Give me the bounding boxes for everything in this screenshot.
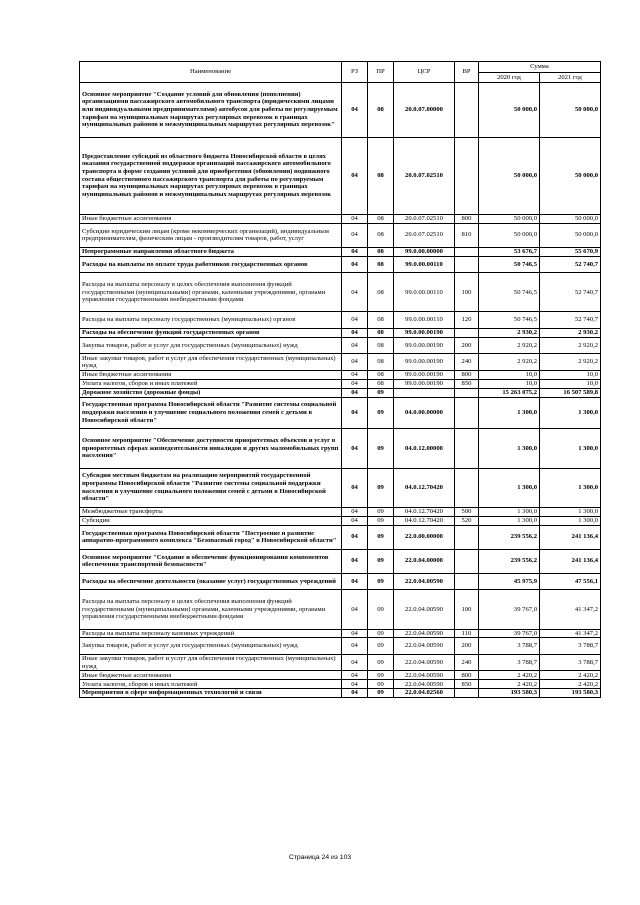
cell-sum-2021: 41 347,2 [540,629,601,638]
table-row [80,256,601,273]
cell-vr [455,256,479,273]
header-csr: ЦСР [394,62,455,83]
cell-rz: 04 [342,273,368,312]
cell-pr: 08 [368,214,394,223]
table-row [80,654,601,671]
cell-name: Субсидии юридическим лицам (кроме некоммерческих организаций), индивидуальным предпринимателям, физическим лицам - производителям товаров, работ, услуг [80,223,342,247]
cell-vr: 800 [455,370,479,379]
cell-name: Уплата налогов, сборов и иных платежей [80,379,342,388]
cell-name: Дорожное хозяйство (дорожные фонды) [80,388,342,397]
cell-sum-2021: 41 347,2 [540,590,601,629]
cell-sum-2021: 1 300,0 [540,429,601,468]
cell-pr: 08 [368,337,394,354]
cell-name: Расходы на выплаты по оплате труда работников государственных органов [80,256,342,273]
table-row [80,328,601,337]
cell-csr: 99.0.00.00190 [394,370,455,379]
cell-pr: 08 [368,328,394,337]
cell-sum-2020: 2 420,2 [479,671,540,680]
cell-sum-2020: 239 556,2 [479,549,540,573]
cell-rz: 04 [342,638,368,655]
table-header [80,62,601,83]
cell-sum-2021: 47 556,1 [540,573,601,590]
cell-vr [455,388,479,397]
cell-csr: 20.0.07.02510 [394,223,455,247]
cell-csr: 99.0.00.00110 [394,312,455,329]
table-row [80,247,601,256]
cell-sum-2020: 2 920,2 [479,354,540,371]
cell-name: Иные бюджетные ассигнования [80,214,342,223]
header-sum: Сумма [479,62,601,73]
table-body [80,83,601,698]
cell-csr: 04.0.00.00000 [394,397,455,429]
cell-sum-2021: 50 000,0 [540,137,601,214]
cell-pr: 09 [368,525,394,549]
cell-csr: 99.0.00.00190 [394,354,455,371]
cell-vr: 520 [455,516,479,525]
cell-csr: 22.0.04.00590 [394,638,455,655]
table-row [80,689,601,698]
cell-csr: 99.0.00.00000 [394,247,455,256]
cell-name: Основное мероприятие "Создание и обеспечение функционирования компонентов обеспечения транспортной безопасности" [80,549,342,573]
cell-vr: 240 [455,354,479,371]
cell-sum-2020: 50 000,0 [479,83,540,138]
cell-sum-2021: 55 670,9 [540,247,601,256]
cell-sum-2021: 52 740,7 [540,312,601,329]
cell-sum-2021: 3 788,7 [540,654,601,671]
cell-pr: 08 [368,273,394,312]
cell-sum-2021: 1 300,0 [540,397,601,429]
cell-sum-2020: 3 788,7 [479,654,540,671]
cell-sum-2020: 50 746,5 [479,256,540,273]
table-row [80,549,601,573]
cell-pr: 09 [368,590,394,629]
table-row [80,370,601,379]
cell-sum-2020: 1 300,0 [479,397,540,429]
cell-csr: 04.0.12.00000 [394,429,455,468]
table-row [80,671,601,680]
cell-vr: 850 [455,379,479,388]
table-row [80,629,601,638]
cell-vr [455,573,479,590]
cell-sum-2021: 52 740,7 [540,273,601,312]
cell-vr: 200 [455,638,479,655]
cell-name: Иные бюджетные ассигнования [80,671,342,680]
cell-vr: 800 [455,671,479,680]
cell-sum-2021: 52 740,7 [540,256,601,273]
table-row [80,214,601,223]
page-footer: Страница 24 из 103 [288,854,352,861]
cell-vr [455,397,479,429]
cell-rz: 04 [342,516,368,525]
cell-pr: 08 [368,223,394,247]
cell-vr [455,549,479,573]
cell-name: Расходы на обеспечение функций государственных органов [80,328,342,337]
cell-pr: 08 [368,312,394,329]
cell-rz: 04 [342,247,368,256]
cell-pr: 09 [368,516,394,525]
cell-sum-2020: 50 746,5 [479,273,540,312]
cell-rz: 04 [342,689,368,698]
header-year-2021: 2021 год [540,73,601,83]
cell-rz: 04 [342,137,368,214]
cell-vr: 240 [455,654,479,671]
cell-pr: 09 [368,429,394,468]
cell-pr: 08 [368,379,394,388]
cell-name: Расходы на выплаты персоналу в целях обеспечения выполнения функций государственными (муниципальными) органами, казенными учреждениями, органами управления государственными внебюджетными фондами [80,273,342,312]
cell-vr: 810 [455,223,479,247]
cell-vr: 120 [455,312,479,329]
cell-csr: 22.0.04.00590 [394,654,455,671]
cell-vr: 850 [455,680,479,689]
cell-csr: 22.0.04.00590 [394,671,455,680]
cell-rz: 04 [342,525,368,549]
cell-rz: 04 [342,671,368,680]
cell-pr: 09 [368,680,394,689]
cell-vr [455,137,479,214]
cell-name: Закупка товаров, работ и услуг для государственных (муниципальных) нужд [80,638,342,655]
cell-name: Предоставление субсидий из областного бюджета Новосибирской области в целях оказания государственной поддержки организаций пассажирского автомобильного транспорта в форме создания условий для приобретения (обновления) подвижного состава общественного пассажирского транспорта для работы по регулируемым тарифам на муниципальных маршрутах регулярных перевозок в границах муниципальных районов и межмуниципальных маршрутах регулярных перевозок [80,137,342,214]
cell-vr [455,328,479,337]
table-row [80,388,601,397]
cell-rz: 04 [342,429,368,468]
cell-vr [455,468,479,507]
cell-name: Государственная программа Новосибирской области "Развитие системы социальной поддержки населения и улучшение социального положения семей с детьми в Новосибирской области" [80,397,342,429]
table-row [80,507,601,516]
cell-rz: 04 [342,397,368,429]
cell-pr: 08 [368,137,394,214]
cell-pr: 09 [368,507,394,516]
cell-rz: 04 [342,507,368,516]
cell-csr: 22.0.00.00000 [394,525,455,549]
cell-name: Межбюджетные трансферты [80,507,342,516]
cell-name: Уплата налогов, сборов и иных платежей [80,680,342,689]
cell-rz: 04 [342,312,368,329]
cell-sum-2020: 239 556,2 [479,525,540,549]
cell-sum-2021: 50 000,0 [540,214,601,223]
cell-pr: 08 [368,370,394,379]
cell-name: Непрограммные направления областного бюджета [80,247,342,256]
cell-sum-2020: 50 000,0 [479,137,540,214]
table-row [80,573,601,590]
cell-rz: 04 [342,214,368,223]
cell-name: Основное мероприятие "Обеспечение доступности приоритетных объектов и услуг в приоритетных сферах жизнедеятельности инвалидов и других маломобильных групп населения" [80,429,342,468]
cell-csr: 04.0.12.70420 [394,507,455,516]
cell-pr: 08 [368,256,394,273]
table-row [80,354,601,371]
cell-csr: 04.0.12.70420 [394,468,455,507]
header-year-2020: 2020 год [479,73,540,83]
cell-vr [455,429,479,468]
cell-csr: 99.0.00.00190 [394,337,455,354]
cell-sum-2021: 16 507 589,8 [540,388,601,397]
cell-sum-2021: 1 300,0 [540,507,601,516]
cell-csr: 99.0.00.00110 [394,273,455,312]
cell-csr: 22.0.04.00000 [394,549,455,573]
cell-pr: 09 [368,397,394,429]
table-row [80,223,601,247]
table-row [80,516,601,525]
cell-csr: 20.0.07.02510 [394,214,455,223]
table-row [80,137,601,214]
cell-vr [455,689,479,698]
cell-sum-2021: 10,0 [540,370,601,379]
cell-vr: 500 [455,507,479,516]
cell-name: Государственная программа Новосибирской области "Построение и развитие аппаратно-программного комплекса "Безопасный город" в Новосибирской области" [80,525,342,549]
cell-sum-2020: 1 300,0 [479,429,540,468]
cell-sum-2020: 10,0 [479,379,540,388]
table-row [80,429,601,468]
cell-sum-2020: 1 300,0 [479,516,540,525]
cell-rz: 04 [342,680,368,689]
cell-vr: 800 [455,214,479,223]
cell-sum-2020: 45 975,9 [479,573,540,590]
cell-vr [455,247,479,256]
cell-sum-2020: 2 920,2 [479,337,540,354]
cell-rz: 04 [342,354,368,371]
cell-sum-2020: 15 263 075,2 [479,388,540,397]
cell-sum-2021: 1 300,0 [540,468,601,507]
cell-pr: 09 [368,388,394,397]
cell-sum-2021: 2 930,2 [540,328,601,337]
cell-rz: 04 [342,223,368,247]
cell-csr: 20.0.07.02510 [394,137,455,214]
cell-pr: 09 [368,689,394,698]
cell-sum-2020: 1 300,0 [479,468,540,507]
cell-csr: 22.0.04.00590 [394,573,455,590]
cell-name: Мероприятия в сфере информационных технологий и связи [80,689,342,698]
cell-sum-2020: 2 420,2 [479,680,540,689]
cell-pr: 09 [368,638,394,655]
cell-sum-2021: 241 136,4 [540,549,601,573]
cell-sum-2020: 2 930,2 [479,328,540,337]
cell-name: Субсидии [80,516,342,525]
cell-sum-2021: 241 136,4 [540,525,601,549]
cell-vr: 100 [455,590,479,629]
cell-rz: 04 [342,549,368,573]
cell-sum-2020: 39 767,0 [479,629,540,638]
cell-pr: 09 [368,573,394,590]
cell-sum-2021: 10,0 [540,379,601,388]
table-row [80,83,601,138]
header-pr: ПР [368,62,394,83]
cell-pr: 08 [368,247,394,256]
cell-rz: 04 [342,468,368,507]
cell-name: Закупка товаров, работ и услуг для государственных (муниципальных) нужд [80,337,342,354]
cell-rz: 04 [342,654,368,671]
cell-pr: 09 [368,468,394,507]
header-vr: ВР [455,62,479,83]
table-row [80,337,601,354]
cell-name: Расходы на выплаты персоналу в целях обеспечения выполнения функций государственными (муниципальными) органами, казенными учреждениями, органами управления государственными внебюджетными фондами [80,590,342,629]
cell-sum-2020: 50 746,5 [479,312,540,329]
cell-sum-2021: 193 580,3 [540,689,601,698]
cell-pr: 08 [368,83,394,138]
cell-sum-2021: 3 788,7 [540,638,601,655]
cell-sum-2021: 50 000,0 [540,223,601,247]
cell-sum-2021: 2 420,2 [540,680,601,689]
budget-table [79,61,601,698]
cell-rz: 04 [342,370,368,379]
cell-csr: 04.0.12.70420 [394,516,455,525]
cell-sum-2020: 39 767,0 [479,590,540,629]
table-row [80,525,601,549]
cell-csr: 22.0.04.00590 [394,680,455,689]
cell-rz: 04 [342,573,368,590]
cell-name: Расходы на обеспечение деятельности (оказание услуг) государственных учреждений [80,573,342,590]
cell-sum-2021: 1 300,0 [540,516,601,525]
cell-pr: 08 [368,354,394,371]
cell-csr [394,388,455,397]
cell-csr: 99.0.00.00190 [394,328,455,337]
cell-sum-2020: 193 580,3 [479,689,540,698]
cell-sum-2020: 3 788,7 [479,638,540,655]
table-row [80,680,601,689]
table-row [80,590,601,629]
cell-rz: 04 [342,388,368,397]
table-row [80,638,601,655]
cell-vr: 110 [455,629,479,638]
table-row [80,468,601,507]
cell-rz: 04 [342,379,368,388]
cell-sum-2021: 50 000,0 [540,83,601,138]
cell-vr [455,83,479,138]
cell-csr: 22.0.04.00590 [394,629,455,638]
cell-sum-2021: 2 420,2 [540,671,601,680]
cell-rz: 04 [342,629,368,638]
cell-pr: 09 [368,549,394,573]
cell-name: Иные закупки товаров, работ и услуг для обеспечения государственных (муниципальных) нужд [80,654,342,671]
cell-vr [455,525,479,549]
cell-csr: 99.0.00.00110 [394,256,455,273]
cell-sum-2021: 2 920,2 [540,354,601,371]
cell-vr: 200 [455,337,479,354]
cell-csr: 22.0.04.02560 [394,689,455,698]
cell-sum-2020: 53 676,7 [479,247,540,256]
cell-pr: 09 [368,629,394,638]
cell-csr: 22.0.04.00590 [394,590,455,629]
table-row [80,397,601,429]
cell-vr: 100 [455,273,479,312]
cell-rz: 04 [342,337,368,354]
cell-pr: 09 [368,654,394,671]
cell-rz: 04 [342,328,368,337]
cell-name: Субсидии местным бюджетам на реализацию мероприятий государственной программы Новосибирской области "Развитие системы социальной поддержки населения и улучшение социального положения семей с детьми в Новосибирской области" [80,468,342,507]
cell-name: Расходы на выплаты персоналу государственных (муниципальных) органов [80,312,342,329]
cell-rz: 04 [342,256,368,273]
cell-sum-2021: 2 920,2 [540,337,601,354]
cell-name: Основное мероприятие "Создание условий для обновления (пополнения) организациями пассажирского автомобильного транспорта (юридическими лицами или индивидуальными предпринимателями) автобусов для работы по регулируемым тарифам на муниципальных маршрутах регулярных перевозок в границах муниципальных районов и межмуниципальных маршрутах регулярных перевозок" [80,83,342,138]
cell-rz: 04 [342,83,368,138]
cell-rz: 04 [342,590,368,629]
cell-csr: 20.0.07.00000 [394,83,455,138]
cell-sum-2020: 10,0 [479,370,540,379]
header-rz: РЗ [342,62,368,83]
cell-name: Иные закупки товаров, работ и услуг для обеспечения государственных (муниципальных) нужд [80,354,342,371]
table-row [80,312,601,329]
cell-sum-2020: 1 300,0 [479,507,540,516]
cell-sum-2020: 50 000,0 [479,223,540,247]
cell-name: Иные бюджетные ассигнования [80,370,342,379]
cell-pr: 09 [368,671,394,680]
cell-csr: 99.0.00.00190 [394,379,455,388]
cell-sum-2020: 50 000,0 [479,214,540,223]
header-name: Наименование [80,62,342,83]
table-row [80,273,601,312]
cell-name: Расходы на выплаты персоналу казенных учреждений [80,629,342,638]
table-row [80,379,601,388]
